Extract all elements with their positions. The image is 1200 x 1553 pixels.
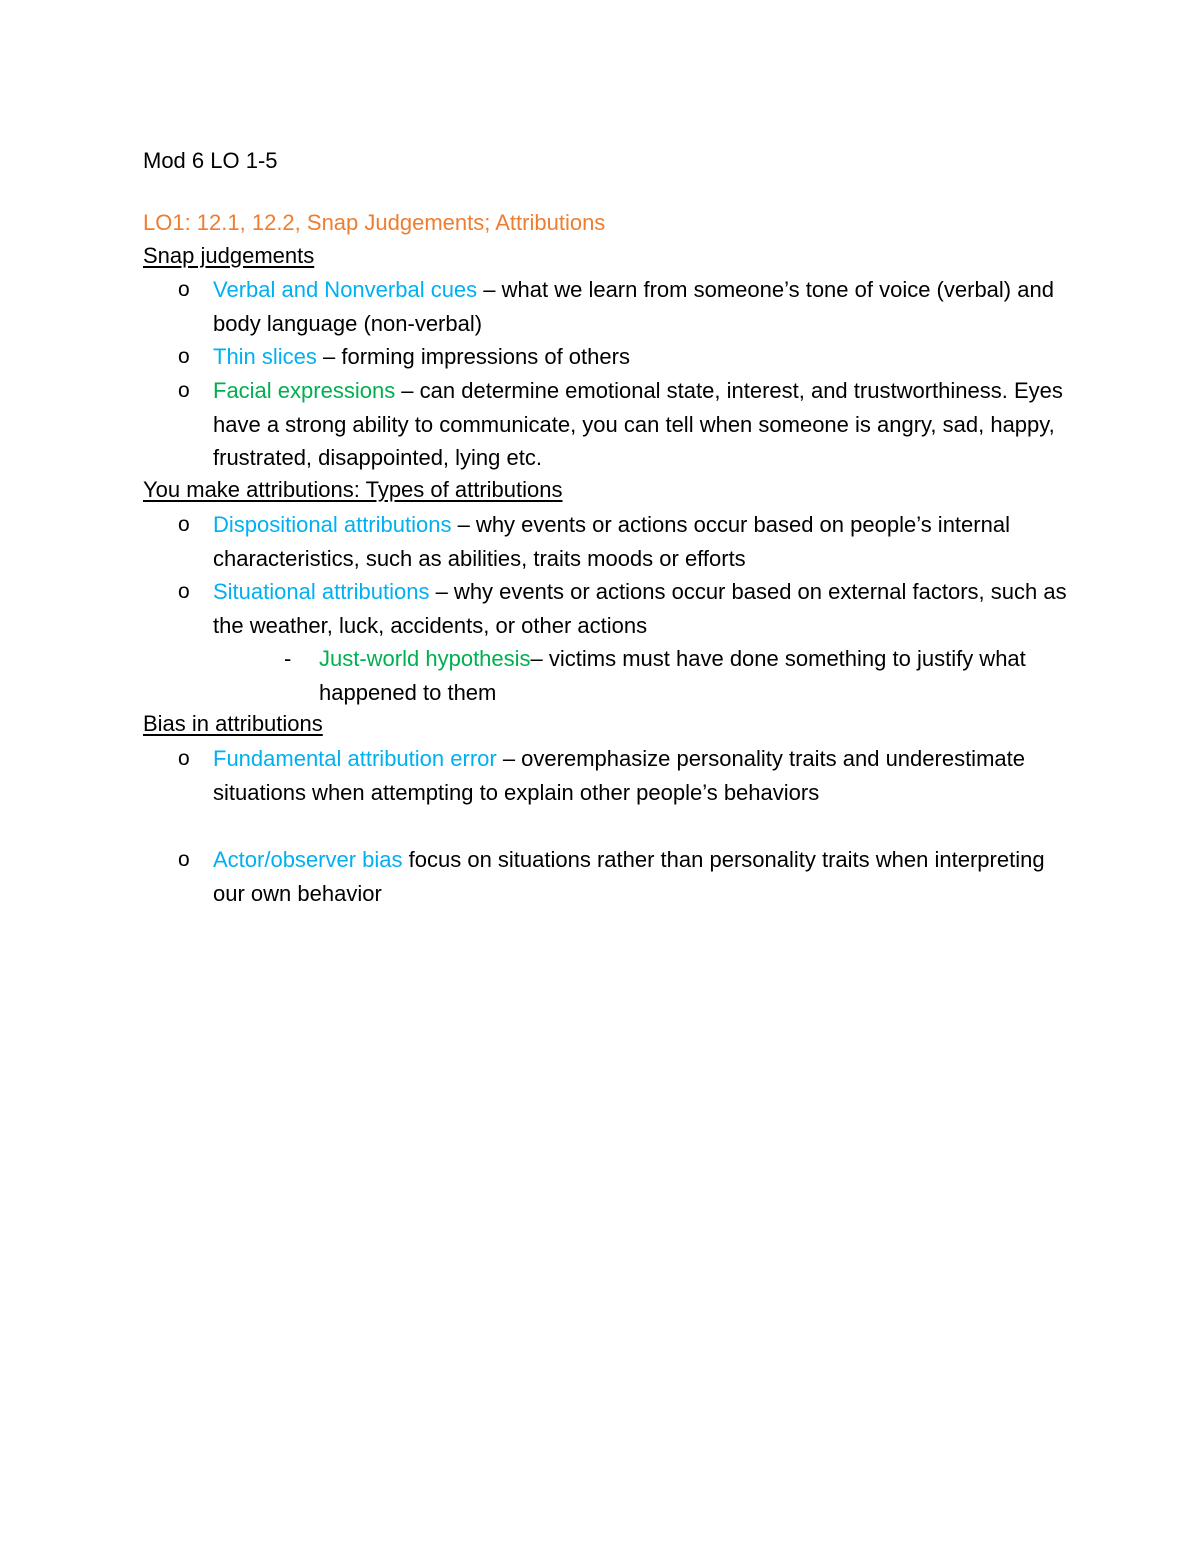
bullet-marker: o [178, 278, 190, 301]
bullet-marker: o [178, 848, 190, 871]
section-heading-bias-in-attributions: Bias in attributions [143, 711, 323, 736]
list-item-verbal-nonverbal-cues [213, 273, 1073, 340]
definition-text: – why events or actions occur based on people’s internal characteristics, such as abilities, traits moods or efforts [213, 512, 1010, 571]
bullet-marker: o [178, 580, 190, 603]
section-heading-snap-judgements: Snap judgements [143, 243, 315, 268]
bullet-marker: o [178, 379, 190, 402]
term-just-world-hypothesis: Just-world hypothesis [319, 646, 531, 671]
learning-objective-heading: LO1: 12.1, 12.2, Snap Judgements; Attributions [143, 210, 606, 235]
definition-text: – overemphasize personality traits and underestimate situations when attempting to explain other people’s behaviors [213, 746, 1025, 805]
list-item-actor-observer-bias [213, 843, 1073, 910]
list-item-dispositional-attributions [213, 508, 1073, 575]
bullet-marker: o [178, 513, 190, 536]
term-actor-observer-bias: Actor/observer bias [213, 847, 403, 872]
definition-text: – why events or actions occur based on external factors, such as the weather, luck, accidents, or other actions [213, 579, 1067, 638]
term-facial-expressions: Facial expressions [213, 378, 396, 403]
list-item-thin-slices [213, 340, 1073, 374]
section-heading-types-of-attributions: You make attributions: Types of attributions [143, 477, 563, 502]
definition-text: – what we learn from someone’s tone of voice (verbal) and body language (non-verbal) [213, 277, 1054, 336]
list-item-situational-attributions [213, 575, 1073, 642]
term-fundamental-attribution-error: Fundamental attribution error [213, 746, 497, 771]
definition-text: – victims must have done something to justify what happened to them [319, 646, 1026, 705]
bullet-marker: o [178, 345, 190, 368]
document-title: Mod 6 LO 1-5 [143, 148, 278, 173]
term-dispositional-attributions: Dispositional attributions [213, 512, 452, 537]
definition-text: – can determine emotional state, interest, and trustworthiness. Eyes have a strong ability to communicate, you can tell when someone is angry, sad, happy, frustrated, disappointed, lying etc. [213, 378, 1063, 470]
bullet-marker: o [178, 747, 190, 770]
term-thin-slices: Thin slices [213, 344, 317, 369]
definition-text: focus on situations rather than personality traits when interpreting our own behavior [213, 847, 1045, 906]
term-situational-attributions: Situational attributions [213, 579, 430, 604]
dash-marker: - [284, 646, 292, 671]
term-verbal-nonverbal-cues: Verbal and Nonverbal cues [213, 277, 478, 302]
sub-item-just-world-hypothesis [319, 642, 1039, 709]
definition-text: – forming impressions of others [316, 344, 630, 369]
list-item-fundamental-attribution-error [213, 742, 1073, 809]
list-item-facial-expressions [213, 374, 1073, 475]
